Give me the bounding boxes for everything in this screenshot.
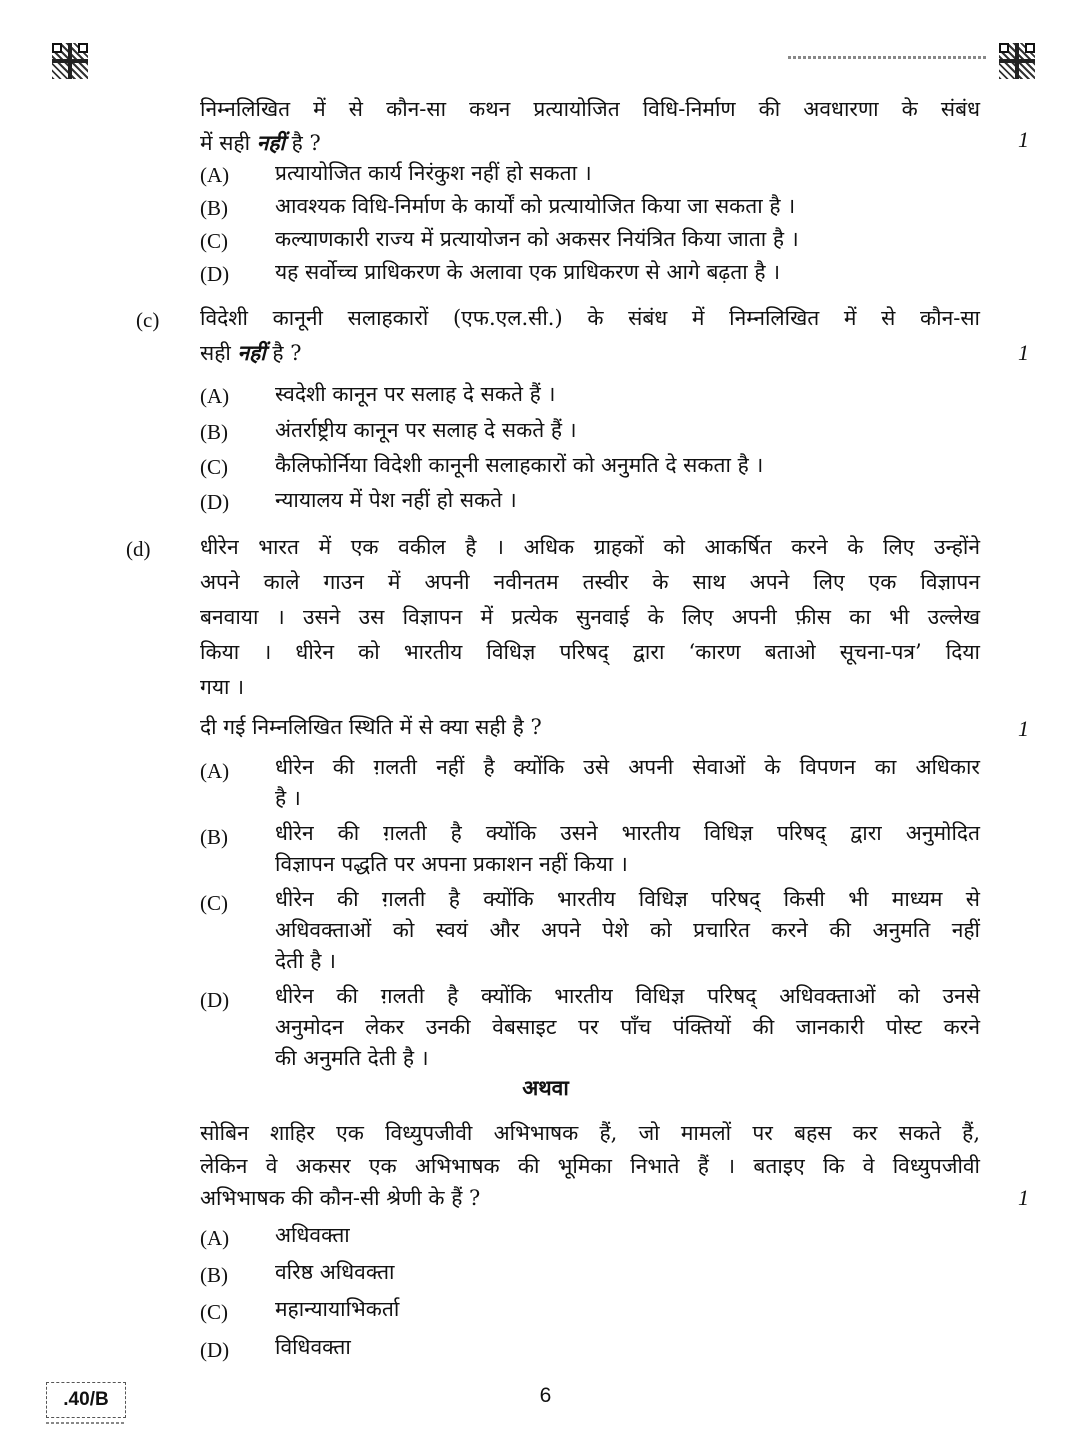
question-stem: दी गई निम्नलिखित स्थिति में से क्या सही है ? <box>200 715 542 739</box>
question-stem: लेकिन वे अकसर एक अभिभाषक की भूमिका निभाते हैं । बताइए कि वे विध्युपजीवी <box>200 1154 980 1178</box>
option-label: (D) <box>200 1338 230 1362</box>
question-label: (c) <box>136 308 160 332</box>
option-label: (A) <box>200 759 230 783</box>
option-label: (C) <box>200 891 228 915</box>
option-text: धीरेन की ग़लती नहीं है क्योंकि उसे अपनी सेवाओं के विपणन का अधिकार <box>275 755 980 779</box>
paper-code-box: .40/B <box>46 1382 126 1418</box>
option-text: धीरेन की ग़लती है क्योंकि भारतीय विधिज्ञ परिषद् किसी भी माध्यम से <box>275 887 980 911</box>
marks: 1 <box>1018 716 1029 741</box>
qr-code-icon-left <box>52 43 88 79</box>
option-text: न्यायालय में पेश नहीं हो सकते । <box>275 488 517 512</box>
option-text: अधिवक्ताओं को स्वयं और अपने पेशे को प्रचारित करने की अनुमति नहीं <box>275 918 980 942</box>
microtext-line <box>788 56 988 59</box>
stem-text: है ? <box>284 131 321 155</box>
question-stem <box>200 336 980 370</box>
paragraph-line: किया । धीरेन को भारतीय विधिज्ञ परिषद् द्वारा ‘कारण बताओ सूचना-पत्र’ दिया <box>200 640 980 664</box>
option-label: (D) <box>200 988 230 1012</box>
question-stem: सोबिन शाहिर एक विध्युपजीवी अभिभाषक हैं, जो मामलों पर बहस कर सकते हैं, <box>200 1121 980 1145</box>
question-stem: अभिभाषक की कौन-सी श्रेणी के हैं ? <box>200 1186 481 1210</box>
option-label: (A) <box>200 1226 230 1250</box>
option-label: (D) <box>200 262 230 286</box>
qr-code-icon-right <box>999 43 1035 79</box>
option-label: (B) <box>200 825 228 849</box>
option-text: विज्ञापन पद्धति पर अपना प्रकाशन नहीं किया । <box>275 852 628 876</box>
stem-text: है ? <box>265 341 302 365</box>
option-label: (A) <box>200 384 230 408</box>
question-stem: विदेशी कानूनी सलाहकारों (एफ.एल.सी.) के संबंध में निम्नलिखित में से कौन-सा <box>200 306 980 330</box>
option-text: महान्यायाभिकर्ता <box>275 1297 400 1321</box>
or-heading: अथवा <box>522 1075 569 1100</box>
marks: 1 <box>1018 127 1029 152</box>
paragraph-line: गया । <box>200 675 245 699</box>
stem-text: सही <box>200 341 238 365</box>
option-label: (D) <box>200 490 230 514</box>
option-text: आवश्यक विधि-निर्माण के कार्यों को प्रत्यायोजित किया जा सकता है । <box>275 194 796 218</box>
question-stem: निम्नलिखित में से कौन-सा कथन प्रत्यायोजित विधि-निर्माण की अवधारणा के संबंध <box>200 97 980 121</box>
paragraph-line: धीरेन भारत में एक वकील है । अधिक ग्राहकों को आकर्षित करने के लिए उन्होंने <box>200 535 980 559</box>
option-text: विधिवक्ता <box>275 1335 351 1359</box>
marks: 1 <box>1018 340 1029 365</box>
page-number: 6 <box>539 1384 552 1407</box>
option-label: (A) <box>200 163 230 187</box>
option-text: धीरेन की ग़लती है क्योंकि भारतीय विधिज्ञ परिषद् अधिवक्ताओं को उनसे <box>275 984 980 1008</box>
paragraph-line: अपने काले गाउन में अपनी नवीनतम तस्वीर के साथ अपने लिए एक विज्ञापन <box>200 570 980 594</box>
question-label: (d) <box>126 537 151 561</box>
option-text: अधिवक्ता <box>275 1223 350 1247</box>
microtext-line <box>46 1422 126 1424</box>
option-text: प्रत्यायोजित कार्य निरंकुश नहीं हो सकता । <box>275 161 592 185</box>
option-label: (B) <box>200 196 228 220</box>
stem-emphasis: नहीं <box>256 130 285 155</box>
option-text: कैलिफोर्निया विदेशी कानूनी सलाहकारों को अनुमति दे सकता है । <box>275 453 764 477</box>
option-label: (C) <box>200 1300 228 1324</box>
option-text: स्वदेशी कानून पर सलाह दे सकते हैं । <box>275 382 556 406</box>
option-text: है । <box>275 786 301 810</box>
marks: 1 <box>1018 1185 1029 1210</box>
option-text: की अनुमति देती है । <box>275 1046 429 1070</box>
option-label: (C) <box>200 229 228 253</box>
stem-text: में सही <box>200 131 257 155</box>
stem-emphasis: नहीं <box>237 340 266 365</box>
question-stem <box>200 126 980 160</box>
paragraph-line: बनवाया । उसने उस विज्ञापन में प्रत्येक सुनवाई के लिए अपनी फ़ीस का भी उल्लेख <box>200 605 980 629</box>
option-label: (C) <box>200 455 228 479</box>
option-text: वरिष्ठ अधिवक्ता <box>275 1260 395 1284</box>
option-text: देती है । <box>275 949 337 973</box>
option-text: धीरेन की ग़लती है क्योंकि उसने भारतीय विधिज्ञ परिषद् द्वारा अनुमोदित <box>275 821 980 845</box>
option-text: अनुमोदन लेकर उनकी वेबसाइट पर पाँच पंक्तियों की जानकारी पोस्ट करने <box>275 1015 980 1039</box>
option-text: कल्याणकारी राज्य में प्रत्यायोजन को अकसर नियंत्रित किया जाता है । <box>275 227 799 251</box>
option-text: अंतर्राष्ट्रीय कानून पर सलाह दे सकते हैं । <box>275 418 577 442</box>
option-label: (B) <box>200 420 228 444</box>
option-text: यह सर्वोच्च प्राधिकरण के अलावा एक प्राधिकरण से आगे बढ़ता है । <box>275 260 781 284</box>
option-label: (B) <box>200 1263 228 1287</box>
